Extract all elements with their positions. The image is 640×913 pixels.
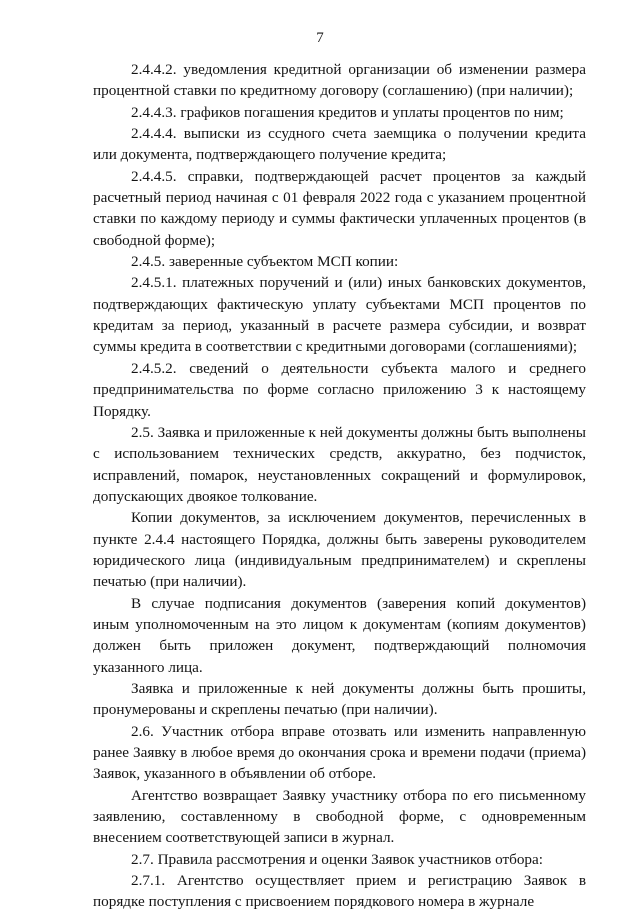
document-body	[93, 59, 586, 913]
paragraph-2-7-1: 2.7.1. Агентство осуществляет прием и регистрацию Заявок в порядке поступления с присвоением порядкового номера в журнале	[93, 872, 586, 911]
paragraph-2-4-4-3: 2.4.4.3. графиков погашения кредитов и уплаты процентов по ним;	[131, 103, 564, 121]
page-number: 7	[316, 30, 324, 46]
paragraph-2-6: 2.6. Участник отбора вправе отозвать или изменить направленную ранее Заявку в любое время до окончания срока и времени подачи (приема) Заявок, указанного в объявлении об отборе.	[93, 722, 586, 783]
paragraph-2-4-5-2: 2.4.5.2. сведений о деятельности субъекта малого и среднего предпринимательства по форме согласно приложению 3 к настоящему Порядку.	[93, 359, 586, 420]
paragraph-2-4-4-4: 2.4.4.4. выписки из ссудного счета заемщика о получении кредита или документа, подтверждающего получение кредита;	[93, 125, 586, 164]
paragraph-2-4-5-1: 2.4.5.1. платежных поручений и (или) иных банковских документов, подтверждающих фактическую уплату субъектами МСП процентов по кредитам за период, указанный в расчете размера субсидии, и возврат суммы кредита в соответствии с кредитными договорами (соглашениями);	[93, 274, 586, 356]
paragraph-2-4-5: 2.4.5. заверенные субъектом МСП копии:	[131, 253, 399, 271]
paragraph-application-return: Агентство возвращает Заявку участнику отбора по его письменному заявлению, составленному в свободной форме, с одновременным внесением соответствующей записи в журнал.	[93, 786, 586, 847]
paragraph-2-4-4-2: 2.4.4.2. уведомления кредитной организации об изменении размера процентной ставки по кредитному договору (соглашению) (при наличии);	[93, 61, 586, 100]
paragraph-authorized-signing: В случае подписания документов (заверения копий документов) иным уполномоченным на это лицом к документам (копиям документов) должен быть приложен документ, подтверждающий полномочия указанного лица.	[93, 594, 586, 676]
paragraph-2-7: 2.7. Правила рассмотрения и оценки Заявок участников отбора:	[131, 850, 543, 868]
paragraph-2-5: 2.5. Заявка и приложенные к ней документы должны быть выполнены с использованием технических средств, аккуратно, без подчисток, исправлений, помарок, неустановленных сокращений и формулировок, допускающих двоякое толкование.	[93, 423, 586, 505]
paragraph-2-4-4-5: 2.4.4.5. справки, подтверждающей расчет процентов за каждый расчетный период начиная с 01 февраля 2022 года с указанием процентной ставки по каждому периоду и суммы фактически уплаченных процентов (в свободной форме);	[93, 167, 586, 249]
paragraph-copies-certification: Копии документов, за исключением документов, перечисленных в пункте 2.4.4 настоящего Порядка, должны быть заверены руководителем юридического лица (индивидуальным предпринимателем) и скреплены печатью (при наличии).	[93, 509, 586, 591]
paragraph-binding-requirements: Заявка и приложенные к ней документы должны быть прошиты, пронумерованы и скреплены печатью (при наличии).	[93, 679, 586, 719]
